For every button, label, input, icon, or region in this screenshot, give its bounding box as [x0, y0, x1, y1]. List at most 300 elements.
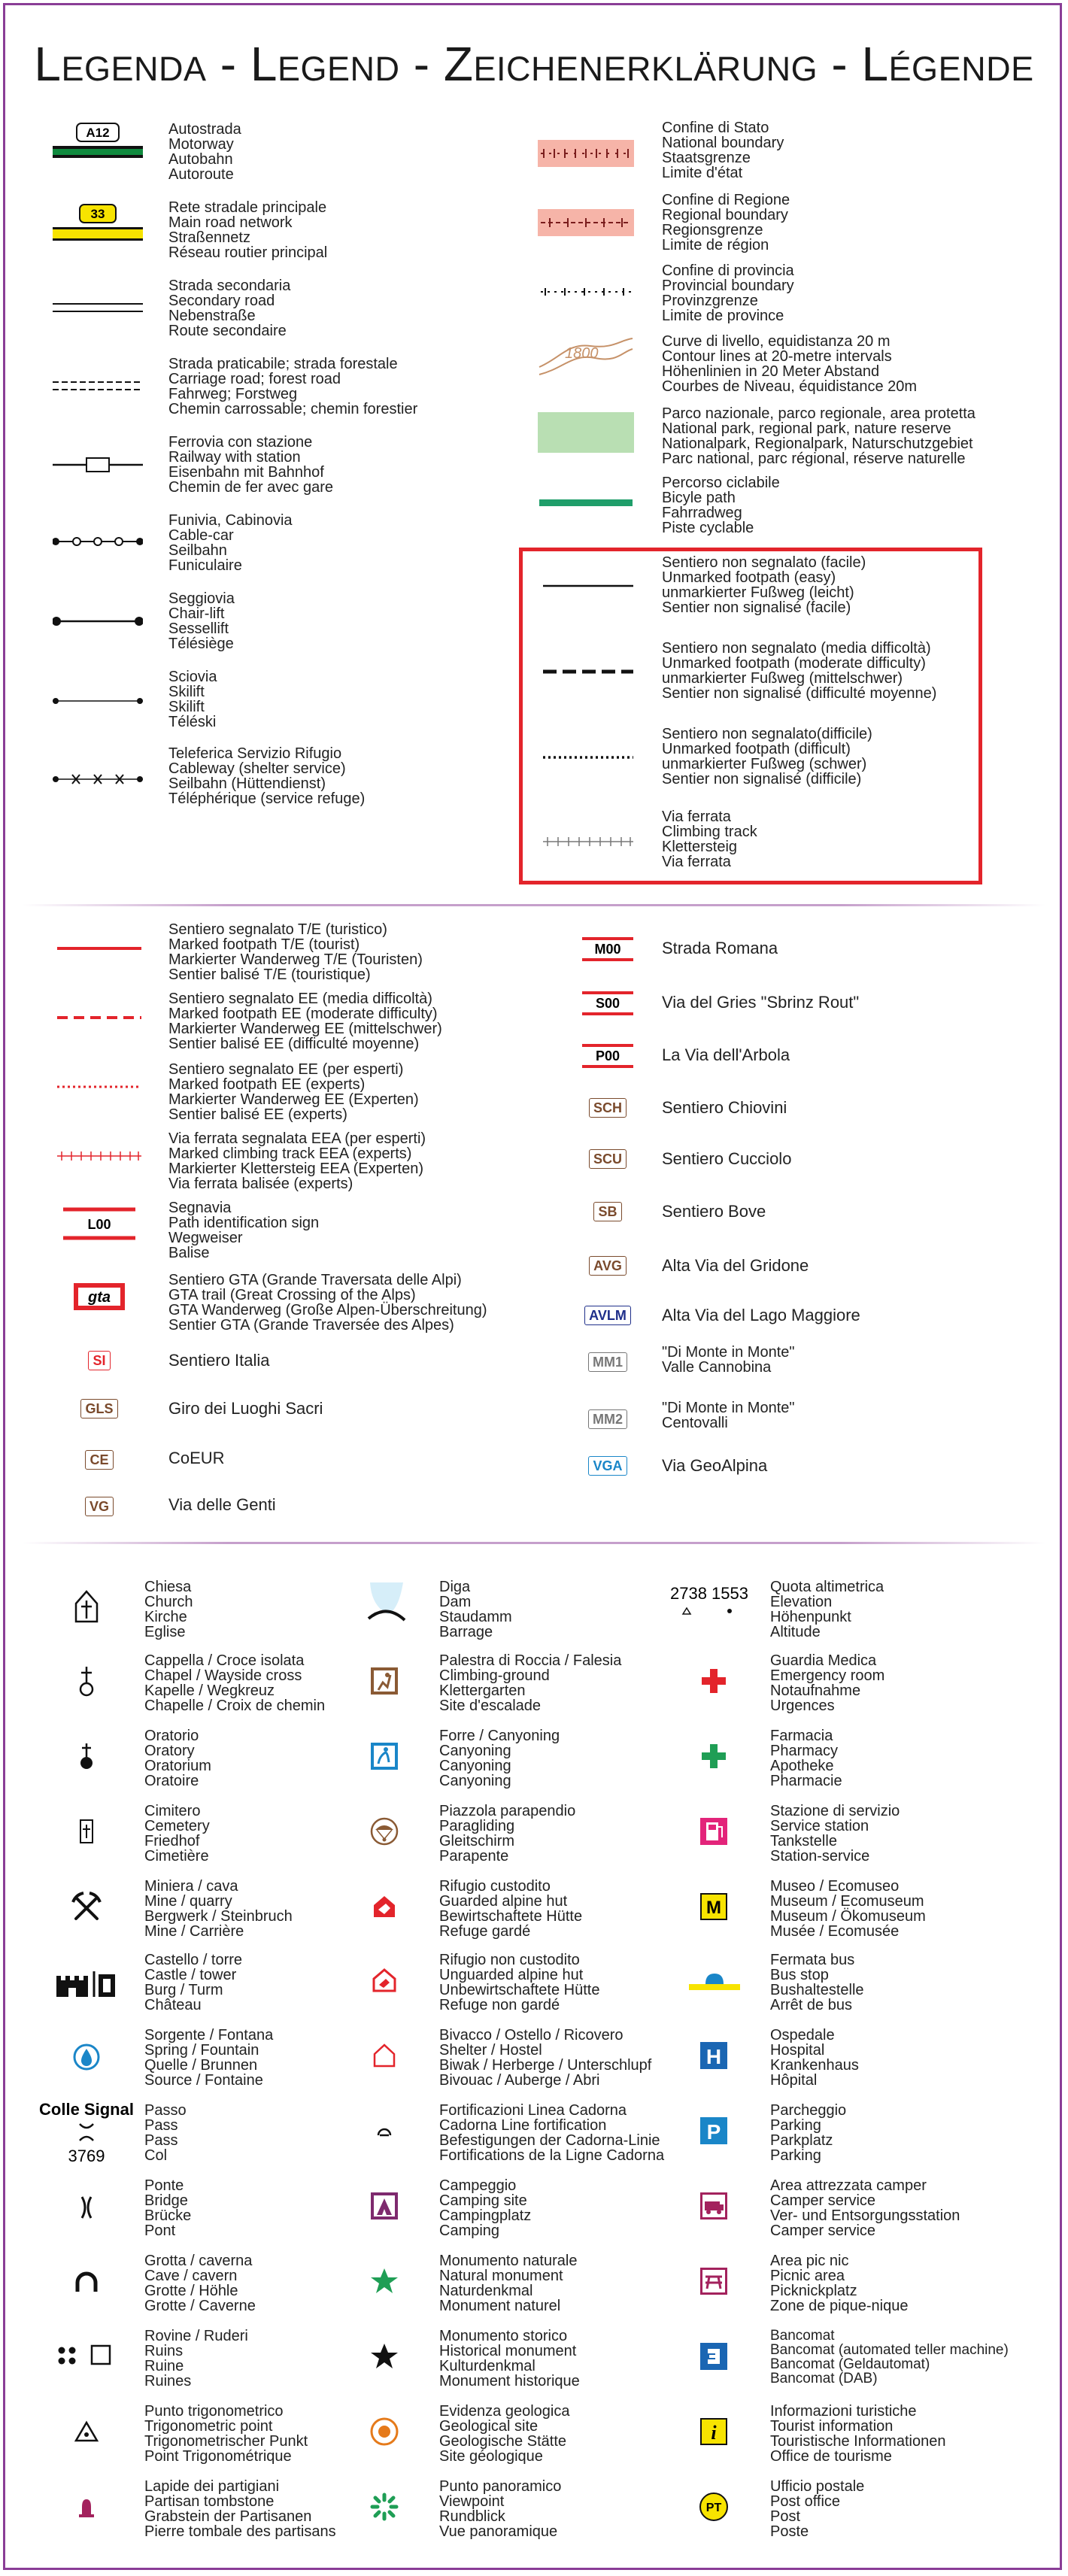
legend-line: Kirche [144, 1609, 187, 1625]
legend-line: Ponte [144, 2177, 184, 2194]
legend-line: Sentiero GTA (Grande Traversata delle Alpi) [168, 1272, 462, 1288]
legend-line: Trigonometric point [144, 2418, 273, 2435]
legend-line: Grotte / Caverne [144, 2298, 256, 2314]
legend-line: Cableway (shelter service) [168, 760, 346, 777]
legend-line: Markierter Wanderweg T/E (Touristen) [168, 951, 423, 968]
post-office-label: PT [705, 2502, 722, 2514]
route-badge-avg: AVG [579, 1255, 636, 1277]
legend-line: Geologische Stätte [439, 2433, 566, 2450]
gls-badge-box [75, 1397, 123, 1420]
legend-line: Burg / Turm [144, 1982, 223, 1998]
marked-legend-text [168, 1400, 323, 1417]
legend-line: Contour lines at 20-metre intervals [662, 348, 892, 365]
poi-legend-text [770, 2103, 846, 2163]
legend-line: Post [770, 2508, 801, 2525]
legend-line: Giro dei Luoghi Sacri [168, 1399, 323, 1418]
legend-title: Legenda - Legend - Zeichenerklärung - Légende [34, 37, 1034, 91]
legend-line: Picnic area [770, 2268, 845, 2284]
legend-line: GTA trail (Great Crossing of the Alps) [168, 1287, 416, 1303]
legend-line: Punto panoramico [439, 2478, 562, 2495]
via-genti-badge-box [81, 1495, 117, 1518]
parking-icon [695, 2112, 733, 2150]
legend-line: Höhenpunkt [770, 1609, 851, 1625]
legend-line: Station-service [770, 1848, 870, 1864]
legend-line: Funivia, Cabinovia [168, 512, 293, 529]
legend-line: Refuge non gardé [439, 1997, 560, 2013]
legend-line: Service station [770, 1818, 869, 1834]
route-legend-text [662, 1203, 766, 1220]
marked-legend-text [168, 1131, 426, 1191]
legend-line: Ruins [144, 2343, 184, 2359]
legend-line: Unbewirtschaftete Hütte [439, 1982, 600, 1998]
route-badge-s00 [579, 990, 636, 1017]
legend-line: Sentiero non segnalato (facile) [662, 554, 866, 571]
legend-line: Skilift [168, 699, 205, 715]
route-legend-text [662, 1307, 860, 1324]
pass-elevation: 3769 [68, 2147, 105, 2165]
legend-line: Eglise [144, 1624, 186, 1640]
moderate-unmarked-symbol [542, 660, 635, 683]
picnic-icon [695, 2262, 733, 2300]
legend-line: Area attrezzata camper [770, 2177, 927, 2194]
poi-legend-text [144, 2028, 273, 2088]
marked-legend-text [168, 1352, 270, 1369]
legend-line: Oratorium [144, 1758, 211, 1774]
contour-lines-symbol [538, 335, 634, 378]
legend-line: Rete stradale principale [168, 199, 327, 216]
camper-area-icon [695, 2187, 733, 2225]
legend-line: Unmarked footpath (moderate difficulty) [662, 655, 926, 672]
legend-line: Pass [144, 2117, 178, 2134]
legend-line: Campeggio [439, 2177, 517, 2194]
historical-monument-icon [366, 2338, 403, 2375]
legend-line: Ospedale [770, 2027, 835, 2044]
elevation-label: 2738 1553 [670, 1584, 748, 1603]
path-sign-badge: L00 [87, 1217, 111, 1232]
emergency-icon [695, 1662, 733, 1700]
legend-line: Site géologique [439, 2448, 543, 2465]
legend-line: Regionsgrenze [662, 222, 763, 238]
legend-line: Lapide dei partigiani [144, 2478, 280, 2495]
route-legend-text [662, 1151, 791, 1167]
legend-line: Höhenlinien in 20 Meter Abstand [662, 363, 880, 380]
legend-line: Unguarded alpine hut [439, 1967, 584, 1983]
legend-line: Marked footpath EE (experts) [168, 1076, 366, 1093]
legend-line: Motorway [168, 136, 234, 153]
legend-line: Main road network [168, 214, 293, 231]
legend-line: Eisenbahn mit Bahnhof [168, 464, 324, 481]
sentiero-italia-badge-box [81, 1349, 117, 1372]
legend-line: Tankstelle [770, 1833, 837, 1849]
gls-badge: GLS [80, 1399, 117, 1418]
legend-line: Grotte / Höhle [144, 2283, 238, 2299]
legend-line: Pont [144, 2223, 176, 2239]
spring-icon [68, 2038, 105, 2076]
legend-line: Befestigungen der Cadorna-Linie [439, 2132, 660, 2149]
easy-unmarked-symbol [542, 575, 635, 597]
legend-line: Ferrovia con stazione [168, 434, 313, 451]
legend-line: Fermata bus [770, 1952, 855, 1968]
legend-line: Chair-lift [168, 605, 225, 622]
legend-line: Informazioni turistiche [770, 2403, 917, 2420]
legend-line: Viewpoint [439, 2493, 505, 2510]
legend-line: Sentier non signalisé (facile) [662, 599, 851, 616]
contour-label: 1800 [565, 345, 599, 362]
legend-line: Sentier GTA (Grande Traversée des Alpes) [168, 1317, 454, 1334]
route-legend-text [662, 1100, 787, 1116]
legend-line: Canyoning [439, 1758, 511, 1774]
legend-line: Mine / Carrière [144, 1923, 244, 1940]
marked-experts-symbol [56, 1076, 143, 1098]
legend-line: Pharmacie [770, 1773, 842, 1789]
legend-line: Sentier non signalisé (difficile) [662, 771, 862, 787]
legend-line: Oratory [144, 1743, 195, 1759]
legend-line: Markierter Wanderweg EE (Experten) [168, 1091, 419, 1108]
pass-icon [30, 2098, 143, 2171]
poi-legend-text [144, 2103, 187, 2163]
gta-badge: gta [88, 1289, 111, 1306]
post-office-icon [695, 2488, 733, 2526]
pass-label: Colle Signal [39, 2100, 134, 2119]
legend-line: Skilift [168, 684, 205, 700]
legend-line: Cable-car [168, 527, 234, 544]
legend-line: Urgences [770, 1698, 835, 1714]
legend-line: Funiculaire [168, 557, 242, 574]
legend-line: Palestra di Roccia / Falesia [439, 1652, 622, 1669]
legend-line: Télésiège [168, 636, 234, 652]
chair-lift-symbol [53, 606, 143, 636]
legend-line: Teleferica Servizio Rifugio [168, 745, 342, 762]
legend-line: Parking [770, 2117, 821, 2134]
legend-line: Via GeoAlpina [662, 1456, 768, 1475]
bus-stop-icon [686, 1966, 743, 1996]
forest-road-symbol [53, 372, 143, 402]
legend-line: Via del Gries "Sbrinz Rout" [662, 993, 860, 1012]
section-divider-1 [23, 904, 1045, 906]
legend-line: Dam [439, 1594, 472, 1610]
legend-line: Seggiovia [168, 590, 235, 607]
marked-via-ferrata-symbol [56, 1145, 143, 1167]
legend-line: "Di Monte in Monte" [662, 1344, 795, 1361]
legend-line: Elevation [770, 1594, 833, 1610]
legend-line: Cemetery [144, 1818, 210, 1834]
legend-line: Réseau routier principal [168, 244, 328, 261]
poi-legend-text [439, 2404, 569, 2464]
natural-monument-icon [366, 2262, 403, 2300]
legend-line: Parking [770, 2147, 821, 2164]
legend-line: Chapel / Wayside cross [144, 1667, 302, 1684]
legend-line: Diga [439, 1579, 471, 1595]
bridge-icon [68, 2189, 105, 2226]
legend-line: Strada Romana [662, 939, 778, 957]
oratory-icon [68, 1737, 105, 1775]
legend-line: Cadorna Line fortification [439, 2117, 607, 2134]
legend-line: Staudamm [439, 1609, 512, 1625]
legend-line: National park, regional park, nature reserve [662, 420, 951, 437]
legend-line: Arrêt de bus [770, 1997, 852, 2013]
climbing-icon [366, 1662, 403, 1700]
legend-line: Rundblick [439, 2508, 505, 2525]
marked-moderate-symbol [56, 1006, 143, 1029]
legend-line: Provinzgrenze [662, 293, 758, 309]
legend-line: Cimetière [144, 1848, 209, 1864]
legend-line: unmarkierter Fußweg (leicht) [662, 584, 854, 601]
tourist-info-icon [695, 2413, 733, 2450]
legend-line: Parkplatz [770, 2132, 833, 2149]
legend-line: Area pic nic [770, 2253, 849, 2269]
poi-legend-text [439, 2329, 580, 2389]
legend-line: Canyoning [439, 1743, 511, 1759]
legend-line: Climbing track [662, 824, 757, 840]
legend-line: Bridge [144, 2192, 188, 2209]
poi-legend-text [770, 1653, 884, 1713]
legend-line: Office de tourisme [770, 2448, 892, 2465]
legend-line: Cimitero [144, 1803, 201, 1819]
legend-line: Ufficio postale [770, 2478, 865, 2495]
parking-label: P [706, 2120, 721, 2144]
legend-line: Rifugio custodito [439, 1878, 551, 1895]
poi-legend-text [770, 1728, 842, 1789]
legend-line: Sorgente / Fontana [144, 2027, 274, 2044]
legend-line: Bivacco / Ostello / Ricovero [439, 2027, 624, 2044]
legend-line: Natural monument [439, 2268, 563, 2284]
legend-line: Sentiero non segnalato (media difficoltà) [662, 640, 931, 657]
legend-line: Musée / Ecomusée [770, 1923, 900, 1940]
legend-line: Strada praticabile; strada forestale [168, 356, 398, 372]
marked-legend-text [168, 1497, 276, 1513]
poi-legend-text [439, 1879, 582, 1939]
poi-legend-text [144, 2253, 256, 2314]
legend-line: Stazione di servizio [770, 1803, 900, 1819]
legend-line: Historical monument [439, 2343, 577, 2359]
legend-line: Castello / torre [144, 1952, 243, 1968]
legend-line: Monument naturel [439, 2298, 561, 2314]
gta-symbol [74, 1283, 125, 1310]
legend-line: Via delle Genti [168, 1495, 276, 1514]
poi-legend-text [439, 1653, 621, 1713]
legend-line: Château [144, 1997, 202, 2013]
route-badge-m00 [579, 936, 636, 963]
legend-line: Evidenza geologica [439, 2403, 570, 2420]
legend-line: Via ferrata [662, 809, 731, 825]
road-legend-text [168, 513, 293, 573]
boundary-legend-text [662, 120, 784, 181]
legend-line: Autostrada [168, 121, 241, 138]
legend-line: Oratoire [144, 1773, 199, 1789]
legend-line: Camping site [439, 2192, 527, 2209]
route-badge-scu: SCU [579, 1148, 636, 1170]
hospital-icon [695, 2037, 733, 2074]
poi-legend-text [770, 2253, 908, 2314]
route-badge-sb: SB [579, 1200, 636, 1223]
legend-line: Confine di Regione [662, 192, 790, 208]
secondary-road-symbol [53, 293, 143, 323]
legend-line: Via ferrata [662, 854, 731, 870]
legend-line: Balise [168, 1245, 210, 1261]
legend-line: "Di Monte in Monte" [662, 1400, 795, 1416]
legend-line: Autoroute [168, 166, 234, 183]
main-road-badge: 33 [90, 207, 105, 221]
legend-line: Kapelle / Wegkreuz [144, 1682, 275, 1699]
legend-line: Monumento storico [439, 2328, 568, 2344]
motorway-badge: A12 [86, 126, 110, 140]
route-legend-text [662, 1458, 767, 1474]
legend-line: Fortificazioni Linea Cadorna [439, 2102, 627, 2119]
legend-line: Sentier balisé T/E (touristique) [168, 966, 371, 983]
legend-line: Partisan tombstone [144, 2493, 275, 2510]
legend-line: Church [144, 1594, 193, 1610]
marked-legend-text [168, 1273, 487, 1333]
road-legend-text [168, 278, 290, 338]
legend-line: Camping [439, 2223, 500, 2239]
legend-line: Nebenstraße [168, 308, 256, 324]
camping-icon [366, 2187, 403, 2225]
legend-line: Pierre tombale des partisans [144, 2523, 336, 2540]
boundary-legend-text [662, 475, 780, 536]
legend-line: Marked climbing track EEA (experts) [168, 1145, 412, 1162]
route-legend-text [662, 1400, 795, 1431]
legend-line: Alta Via del Lago Maggiore [662, 1306, 860, 1324]
park-symbol [538, 412, 634, 453]
legend-line: Téléski [168, 714, 217, 730]
legend-line: Paragliding [439, 1818, 515, 1834]
legend-line: Spring / Fountain [144, 2042, 259, 2059]
poi-legend-text [144, 1653, 325, 1713]
regional-boundary-symbol [538, 209, 634, 236]
poi-legend-text [144, 2178, 191, 2238]
legend-line: Bicyle path [662, 490, 736, 506]
unmarked-legend-text [662, 809, 757, 869]
section-divider-2 [23, 1542, 1045, 1544]
legend-line: Castle / tower [144, 1967, 237, 1983]
route-badge-vga: VGA [579, 1455, 636, 1477]
marked-legend-text [168, 922, 423, 982]
legend-line: Touristische Informationen [770, 2433, 946, 2450]
chapel-icon [68, 1664, 105, 1701]
legend-line: Via ferrata segnalata EEA (per esperti) [168, 1130, 426, 1147]
legend-line: Farmacia [770, 1728, 833, 1744]
legend-line: Museum / Ecomuseum [770, 1893, 924, 1910]
road-legend-text [168, 669, 217, 730]
unmarked-legend-text [662, 555, 866, 615]
road-legend-text [168, 357, 417, 417]
route-legend-text [662, 994, 859, 1011]
boundary-legend-text [662, 263, 794, 323]
legend-line: Alta Via del Gridone [662, 1256, 809, 1275]
legend-line: Krankenhaus [770, 2057, 859, 2074]
route-legend-text [662, 1345, 795, 1375]
bicycle-path-symbol [538, 492, 634, 514]
legend-line: Fahrweg; Forstweg [168, 386, 298, 402]
road-legend-text [168, 746, 365, 806]
poi-legend-text [770, 2404, 945, 2464]
geological-site-icon [366, 2413, 403, 2450]
road-legend-text [168, 200, 327, 260]
legend-line: Site d'escalade [439, 1698, 542, 1714]
legend-line: Seilbahn (Hüttendienst) [168, 775, 326, 792]
legend-line: Limite de province [662, 308, 784, 324]
legend-line: Hospital [770, 2042, 825, 2059]
road-legend-text [168, 122, 241, 182]
poi-legend-text [770, 1579, 884, 1640]
route-badge-sch: SCH [579, 1097, 636, 1119]
legend-line: Bewirtschaftete Hütte [439, 1908, 583, 1925]
legend-line: Sentiero Bove [662, 1202, 766, 1221]
unmarked-legend-text [662, 727, 872, 787]
paragliding-icon [366, 1813, 403, 1850]
legend-line: Bergwerk / Steinbruch [144, 1908, 293, 1925]
svg-text:M00: M00 [594, 942, 621, 957]
legend-line: Oratorio [144, 1728, 199, 1744]
legend-line: Quelle / Brunnen [144, 2057, 258, 2074]
legend-line: Sentiero segnalato T/E (turistico) [168, 921, 387, 938]
legend-line: Bivouac / Auberge / Abri [439, 2072, 600, 2089]
legend-line: Museo / Ecomuseo [770, 1878, 900, 1895]
museum-label: M [706, 1898, 721, 1918]
legend-line: Monument historique [439, 2373, 580, 2389]
legend-line: Nationalpark, Regionalpark, Naturschutzgebiet [662, 435, 973, 452]
legend-line: Parcheggio [770, 2102, 847, 2119]
legend-line: Piste cyclable [662, 520, 754, 536]
legend-line: Markierter Wanderweg EE (mittelschwer) [168, 1021, 442, 1037]
poi-legend-text [439, 2028, 651, 2088]
legend-line: Straßennetz [168, 229, 250, 246]
legend-line: Limite de région [662, 237, 769, 253]
route-legend-text [662, 940, 778, 957]
poi-legend-text [439, 2253, 577, 2314]
legend-line: Emergency room [770, 1667, 885, 1684]
legend-line: Chemin carrossable; chemin forestier [168, 401, 418, 417]
legend-line: Ruines [144, 2373, 192, 2389]
legend-line: Trigonometrischer Punkt [144, 2433, 308, 2450]
poi-legend-text [144, 1952, 242, 2013]
legend-line: CoEUR [168, 1449, 225, 1467]
poi-legend-text [770, 1879, 926, 1939]
legend-line: Via ferrata balisée (experts) [168, 1176, 353, 1192]
legend-line: Gleitschirm [439, 1833, 515, 1849]
legend-line: Canyoning [439, 1773, 511, 1789]
elevation-icon [660, 1582, 758, 1625]
legend-line: Grotta / caverna [144, 2253, 253, 2269]
legend-line: Marked footpath EE (moderate difficulty) [168, 1006, 438, 1022]
legend-line: Marked footpath T/E (tourist) [168, 936, 360, 953]
marked-easy-symbol [56, 937, 143, 960]
dam-icon [364, 1579, 409, 1632]
legend-line: Markierter Klettersteig EEA (Experten) [168, 1161, 424, 1177]
difficult-unmarked-symbol [542, 746, 635, 769]
castle-icon [50, 1963, 125, 2001]
state-boundary-symbol [538, 140, 634, 167]
legend-line: Zone de pique-nique [770, 2298, 909, 2314]
poi-legend-text [144, 1728, 211, 1789]
legend-line: Seilbahn [168, 542, 227, 559]
legend-line: Refuge gardé [439, 1923, 531, 1940]
atm-icon [695, 2338, 733, 2375]
poi-legend-text [144, 2329, 248, 2389]
motorway-symbol [53, 120, 143, 165]
legend-line: Bancomat (DAB) [770, 2371, 878, 2386]
legend-line: Klettergarten [439, 1682, 526, 1699]
legend-line: Mine / quarry [144, 1893, 232, 1910]
coeur-badge-box [81, 1449, 117, 1471]
legend-line: Grabstein der Partisanen [144, 2508, 312, 2525]
legend-line: Barrage [439, 1624, 493, 1640]
poi-legend-text [770, 1804, 900, 1864]
legend-line: Apotheke [770, 1758, 834, 1774]
unmarked-legend-text [662, 641, 936, 701]
poi-legend-text [144, 1804, 210, 1864]
path-sign-symbol [63, 1205, 135, 1242]
